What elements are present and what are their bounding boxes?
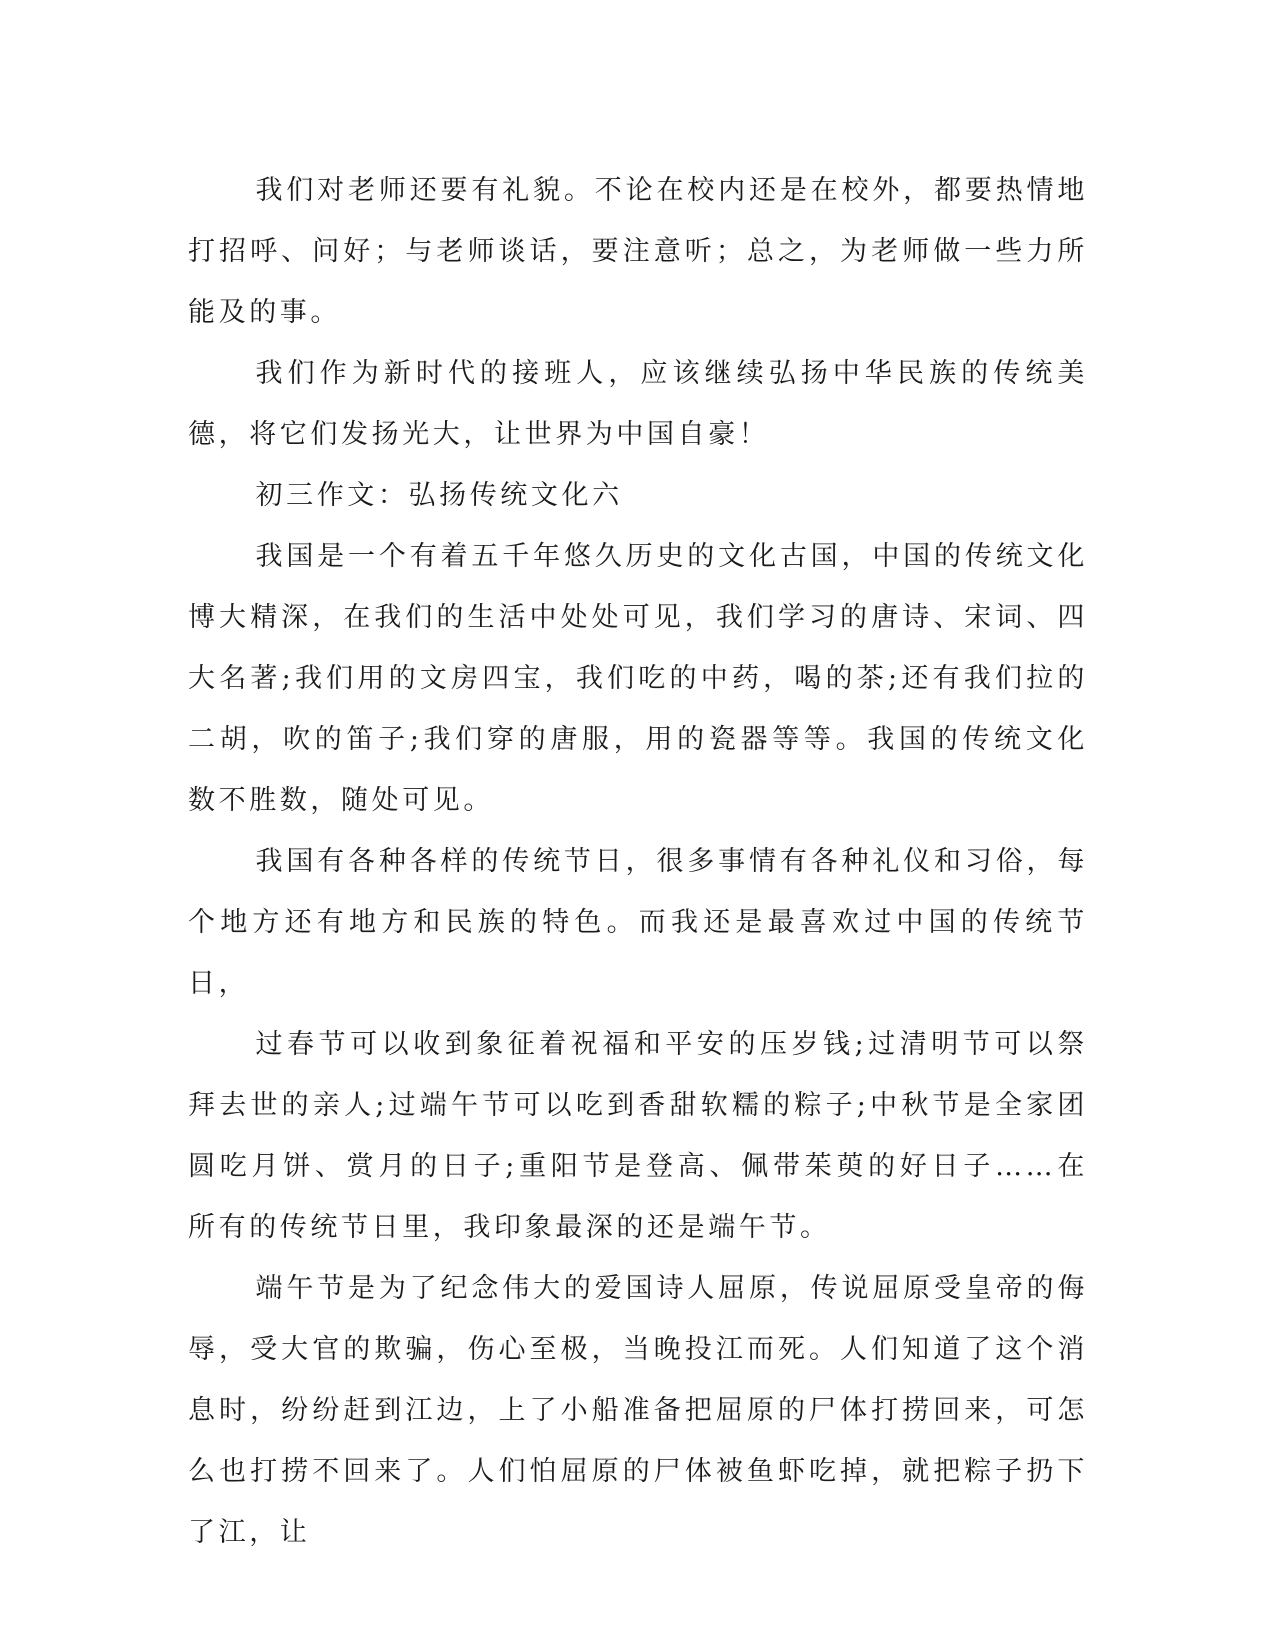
paragraph-festival-list: 过春节可以收到象征着祝福和平安的压岁钱;过清明节可以祭拜去世的亲人;过端午节可以吃到香甜软糯的粽子;中秋节是全家团圆吃月饼、赏月的日子;重阳节是登高、佩带茱萸的好日子……在所有的传统节日里，我印象最深的还是端午节。	[188, 1029, 1088, 1243]
paragraph-dragon-boat-origin: 端午节是为了纪念伟大的爱国诗人屈原，传说屈原受皇帝的侮辱，受大官的欺骗，伤心至极，当晚投江而死。人们知道了这个消息时，纷纷赶到江边，上了小船准备把屈原的尸体打捞回来，可怎么也打捞不回来了。人们怕屈原的尸体被鱼虾吃掉，就把粽子扔下了江，让	[188, 1273, 1088, 1548]
document-body	[188, 160, 1088, 1563]
paragraph-ancient-culture: 我国是一个有着五千年悠久历史的文化古国，中国的传统文化博大精深，在我们的生活中处处可见，我们学习的唐诗、宋词、四大名著;我们用的文房四宝，我们吃的中药，喝的茶;还有我们拉的二胡，吹的笛子;我们穿的唐服，用的瓷器等等。我国的传统文化数不胜数，随处可见。	[188, 541, 1088, 816]
paragraph-carry-forward-virtues: 我们作为新时代的接班人，应该继续弘扬中华民族的传统美德，将它们发扬光大，让世界为中国自豪！	[188, 358, 1088, 450]
paragraph-traditional-festivals: 我国有各种各样的传统节日，很多事情有各种礼仪和习俗，每个地方还有地方和民族的特色。而我还是最喜欢过中国的传统节日，	[188, 846, 1088, 999]
essay-title: 初三作文：弘扬传统文化六	[255, 480, 623, 511]
paragraph-courtesy-to-teachers: 我们对老师还要有礼貌。不论在校内还是在校外，都要热情地打招呼、问好；与老师谈话，要注意听；总之，为老师做一些力所能及的事。	[188, 175, 1088, 328]
